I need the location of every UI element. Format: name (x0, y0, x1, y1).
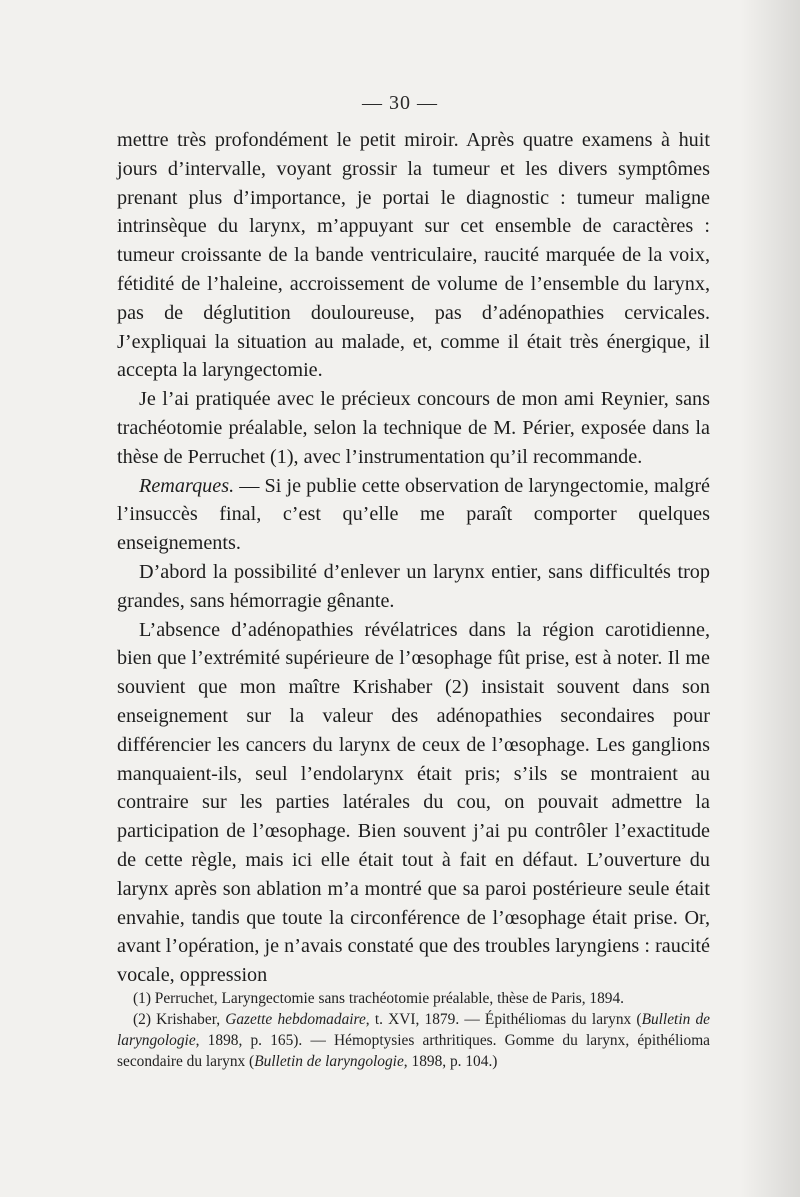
paragraph-4: D’abord la possibilité d’enlever un larynx entier, sans difficultés trop grandes, sans hémorragie gênante. (117, 560, 710, 612)
paragraph-2: Je l’ai pratiquée avec le précieux concours de mon ami Reynier, sans trachéotomie préalable, selon la technique de M. Périer, exposée dans la thèse de Perruchet (1), avec l’instrumentation qu’il recommande. (117, 388, 710, 468)
remarks-label: Remarques. (139, 474, 235, 497)
footnote-2-part-3: , 1898, p. 165). — Hémoptysies arthritiques. Gomme du larynx, épithélioma secondaire du larynx ( (117, 1032, 710, 1070)
footnote-2-journal-1: Gazette hebdomadaire (225, 1011, 366, 1028)
footnote-2 (117, 1009, 710, 1072)
footnote-2-part-1: (2) Krishaber, (133, 1011, 226, 1028)
footnotes (117, 988, 710, 1072)
body-text (117, 126, 710, 990)
page-number: — 30 — (362, 92, 438, 114)
footnote-2-part-4: , 1898, p. 104.) (403, 1053, 498, 1070)
footnote-2-journal-2: Bulletin de laryngologie (117, 1011, 711, 1049)
paragraph-5: L’absence d’adénopathies révélatrices dans la région carotidienne, bien que l’extrémité supérieure de l’œsophage fût prise, est à noter. Il me souvient que mon maître Krishaber (2) insistait souvent dans son enseignement sur la valeur des adénopathies secondaires pour différencier les cancers du larynx de ceux de l’œsophage. Les ganglions manquaient-ils, seul l’endolarynx était pris; s’ils se montraient au contraire sur les parties latérales du cou, on pouvait admettre la participation de l’œsophage. Bien souvent j’ai pu contrôler l’exactitude de cette règle, mais ici elle était tout à fait en défaut. L’ouverture du larynx après son ablation m’a montré que sa paroi postérieure seule était envahie, tandis que toute la circonférence de l’œsophage était prise. Or, avant l’opération, je n’avais constaté que des troubles laryngiens : raucité vocale, oppression (117, 618, 710, 987)
paragraph-3 (117, 472, 710, 558)
remarks-text: — Si je publie cette observation de laryngectomie, malgré l’insuccès final, c’est qu’elle me paraît comporter quelques enseignements. (117, 474, 710, 555)
footnote-1: (1) Perruchet, Laryngectomie sans trachéotomie préalable, thèse de Paris, 1894. (133, 990, 625, 1007)
footnote-2-journal-3: Bulletin de laryngologie (254, 1053, 404, 1070)
footnote-2-part-2: , t. XVI, 1879. — Épithéliomas du larynx ( (365, 1011, 642, 1028)
paragraph-1: mettre très profondément le petit miroir. Après quatre examens à huit jours d’intervalle, voyant grossir la tumeur et les divers symptômes prenant plus d’importance, je portai le diagnostic : tumeur maligne intrinsèque du larynx, m’appuyant sur cet ensemble de caractères : tumeur croissante de la bande ventriculaire, raucité marquée de la voix, fétidité de l’haleine, accroissement de volume de l’ensemble du larynx, pas de déglutition douloureuse, pas d’adénopathies cervicales. J’expliquai la situation au malade, et, comme il était très énergique, il accepta la laryngectomie. (117, 129, 710, 382)
